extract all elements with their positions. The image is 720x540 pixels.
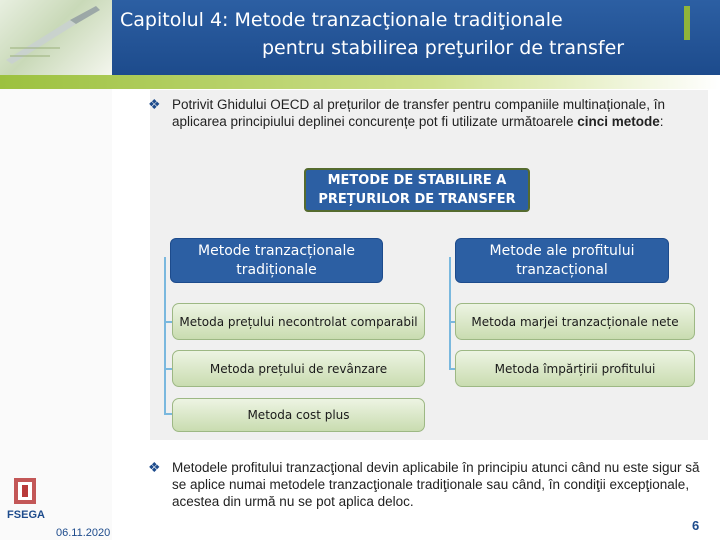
diamond-bullet-icon: ❖ [148, 459, 161, 475]
header-photo [0, 0, 112, 75]
fsega-logo-icon [4, 472, 48, 534]
slide-title-line2: pentru stabilirea preţurilor de transfer [262, 37, 625, 59]
bullet-1-end: : [659, 114, 664, 129]
bullet-1-text: Potrivit Ghidului OECD al prețurilor de transfer pentru companiile multinaționale, în aplicarea principiului deplinei concurențe pot fi utilizate următoarele [172, 97, 665, 129]
diagram-root-box [304, 168, 530, 212]
method-label-cost-plus: Metoda cost plus [247, 408, 350, 422]
bullet-1-emphasis: cinci metode [577, 114, 660, 129]
diagram-root-label: METODE DE STABILIRE A PREȚURILOR DE TRANSFER [318, 173, 516, 207]
method-box-comparable-price [172, 303, 425, 340]
fsega-logo [4, 472, 48, 534]
header-green-strip [0, 75, 720, 89]
bullet-2 [148, 459, 702, 510]
method-label-resale-price: Metoda prețului de revânzare [209, 361, 388, 376]
diamond-bullet-icon: ❖ [148, 96, 161, 112]
slide-title-line1: Capitolul 4: Metode tranzacţionale tradiţionale [120, 9, 563, 31]
category-label-profit: Metode ale profitului tranzacțional [489, 242, 635, 278]
category-box-traditional [170, 238, 383, 283]
category-label-traditional: Metode tranzacționale tradiționale [198, 242, 355, 278]
page-number: 6 [692, 518, 700, 533]
method-box-cost-plus [172, 398, 425, 432]
bullet-1 [148, 96, 692, 130]
pen-photo-icon [0, 0, 112, 75]
footer-date: 06.11.2020 [56, 527, 111, 539]
method-label-net-margin: Metoda marjei tranzacționale nete [471, 314, 679, 329]
fsega-logo-text: FSEGA [7, 509, 45, 521]
connector-left-vertical [164, 257, 166, 415]
method-box-resale-price [172, 350, 425, 387]
bullet-2-text: Metodele profitului tranzacţional devin aplicabile în principiu atunci când nu este sigur să se aplice numai metodele tranzacţionale tradiţionale sau când, în condiţii excepţionale, acestea din urmă nu se pot aplica deloc. [172, 460, 700, 509]
method-box-net-margin [455, 303, 695, 340]
method-label-profit-split: Metoda împărțirii profitului [494, 361, 656, 376]
slide-title [112, 6, 710, 62]
method-box-profit-split [455, 350, 695, 387]
category-box-profit [455, 238, 669, 283]
connector-right-vertical [449, 257, 451, 370]
method-label-comparable-price: Metoda prețului necontrolat comparabil [179, 314, 418, 329]
